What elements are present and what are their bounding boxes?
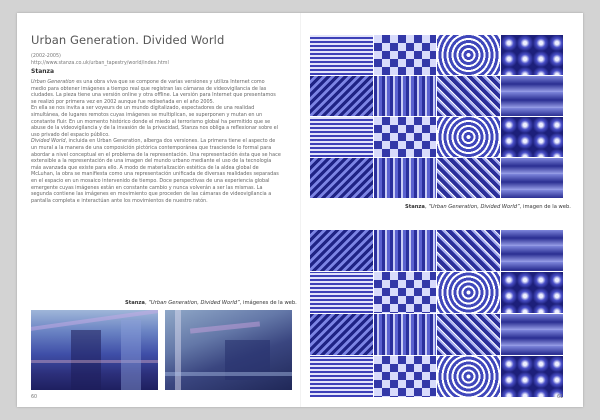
mosaic-tile: [310, 272, 373, 313]
mosaic-tile: [501, 230, 564, 271]
mosaic-tile: [501, 117, 564, 157]
paragraph-3-lead: Divided World: [31, 138, 66, 145]
mosaic-tile: [501, 272, 564, 313]
mosaic-tile: [310, 35, 373, 75]
mosaic-tile: [501, 356, 564, 397]
paragraph-2-text: En ella se nos invita a ser voyeurs de un mundo digitalizado, espectadores de una realidad simultánea, de lugares remotos cuyas imágenes se multiplican, se superponen y mutan en un constante fluir. En un momento histórico donde el miedo al terrorismo global ha permitido que se abuse de la videovigilancia y de la invasión de la privacidad, Stanza nos obliga a reflexionar sobre el uso privado del espacio público.: [31, 105, 279, 138]
mosaic-tile: [374, 230, 437, 271]
mosaic-tile: [437, 272, 500, 313]
mosaic-tile: [501, 158, 564, 198]
mosaic-tile: [437, 356, 500, 397]
paragraph-1: [31, 79, 281, 105]
mosaic-tile: [437, 314, 500, 355]
work-years: (2002-2005): [31, 54, 61, 59]
caption-author: Stanza: [125, 300, 145, 306]
mosaic-image-bottom: [310, 230, 563, 397]
mosaic-tile: [437, 117, 500, 157]
mosaic-tile: [310, 76, 373, 116]
paragraph-1-lead: Urban Generation: [31, 79, 75, 85]
paragraph-3: [31, 138, 281, 204]
mosaic-tile: [501, 35, 564, 75]
mosaic-tile: [437, 35, 500, 75]
mosaic-tile: [374, 35, 437, 75]
mosaic-image-top: [310, 35, 563, 198]
book-spread: [17, 13, 583, 407]
page-number-left: 60: [31, 395, 38, 400]
paragraph-3-text: , incluida en Urban Generation, alberga dos versiones. La primera tiene el aspecto de un mural a la manera de una composición pictórica contemporánea que trasciende lo formal para abordar a nivel conceptual en el problema de la representación. Una representación ésta que se hace extensible a la representación de una imagen del mundo urbano mediante el uso de la tecnología más avanzada que existe para ello. A modo de materialización estética de la aldea global de McLuhan, la obra se manifiesta como una representación unificada de diversas realidades separadas en el espacio en un mosaico intervenido de tiempo. Doce perspectivas de una experiencia global emergente cuyas imágenes están en constante cambio y nunca volverán a ser las mismas. La segunda contiene las imágenes en movimiento que proceden de las cámaras de videovigilancia a pantalla completa e interactúan ante los movimientos de nuestro ratón.: [31, 138, 281, 204]
mosaic-tile: [310, 314, 373, 355]
mosaic-tile: [437, 230, 500, 271]
mosaic-tile: [310, 356, 373, 397]
surveillance-photo-2: [165, 310, 292, 390]
caption-work: “Urban Generation, Divided World”: [148, 300, 240, 306]
mosaic-tile: [374, 356, 437, 397]
paragraph-1-text: es una obra viva que se compone de varias versiones y utiliza Internet como medio para obtener imágenes a tiempo real que registran las cámaras de videovigilancia de las ciudades. La pieza tiene una versión online y otra offline. La versión para Internet que presentamos se realizó por primera vez en 2002 aunque fue rediseñada en el año 2005.: [31, 79, 276, 105]
mosaic-tile: [310, 117, 373, 157]
caption-rest: , imagen de la web.: [519, 204, 571, 210]
page-number-right: 61: [557, 395, 564, 400]
mosaic-tile: [501, 76, 564, 116]
mosaic-tile: [374, 117, 437, 157]
left-figure-caption: Stanza, “Urban Generation, Divided World”, imágenes de la web.: [125, 300, 297, 306]
surveillance-photo-1: [31, 310, 158, 390]
mosaic-tile: [374, 272, 437, 313]
caption-rest: , imágenes de la web.: [239, 300, 297, 306]
mosaic-tile: [374, 314, 437, 355]
work-url: http://www.stanza.co.uk/urban_tapestry/world/index.html: [31, 61, 169, 66]
right-figure-caption: Stanza, “Urban Generation, Divided World”, imagen de la web.: [405, 204, 571, 210]
mosaic-tile: [374, 158, 437, 198]
article-body: [31, 79, 281, 204]
mosaic-tile: [310, 230, 373, 271]
mosaic-tile: [310, 158, 373, 198]
page-fold: [300, 13, 301, 407]
caption-author: Stanza: [405, 204, 425, 210]
mosaic-tile: [374, 76, 437, 116]
article-title: Urban Generation. Divided World: [31, 33, 225, 47]
mosaic-tile: [501, 314, 564, 355]
caption-work: “Urban Generation, Divided World”: [428, 204, 520, 210]
mosaic-tile: [437, 158, 500, 198]
paragraph-2: [31, 105, 281, 138]
artist-name: Stanza: [31, 68, 55, 75]
mosaic-tile: [437, 76, 500, 116]
